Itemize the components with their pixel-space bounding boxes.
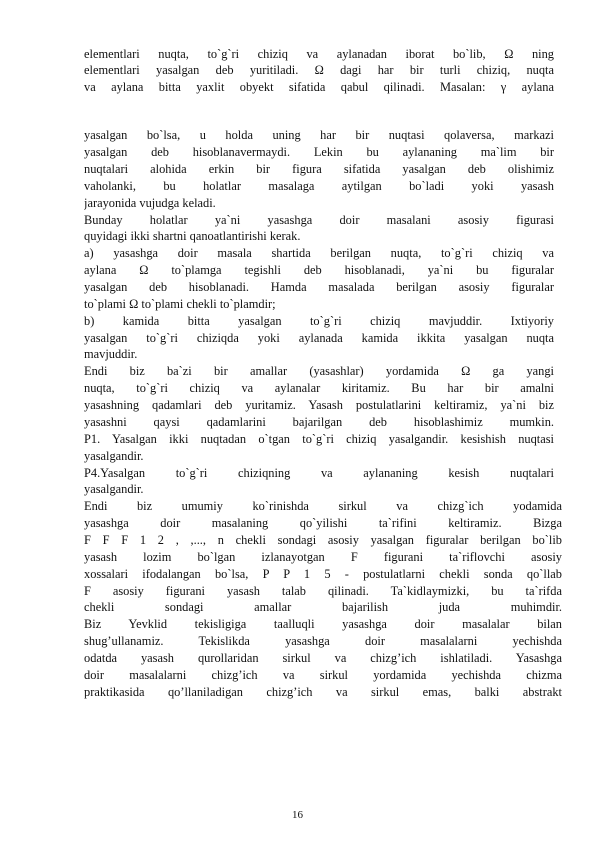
text-line: aylana Ω to`plamga tegishli deb hisoblanadi, ya`ni bu figuralar: [84, 263, 554, 277]
text-line: shug’ullanamiz. Tekislikda yasashga doir masalalarni yechishda: [84, 634, 562, 648]
text-line: yasashni qaysi qadamlarini bajarilgan deb hisoblashimiz mumkin.: [84, 415, 554, 429]
text-line: doir masalalarni chizg’ich va sirkul yordamida yechishda chizma: [84, 668, 562, 682]
text-line: yasalgan deb hisoblanadi. Hamda masalada berilgan asosiy figuralar: [84, 280, 554, 294]
text-line: yasalgandir.: [84, 482, 144, 496]
text-line: a) yasashga doir masala shartida berilgan nuqta, to`g`ri chiziq va: [84, 246, 554, 260]
text-line: odatda yasash qurollaridan sirkul va chizg’ich ishlatiladi. Yasashga: [84, 651, 562, 665]
text-line: yasashga doir masalaning qo`yilishi ta`rifini keltiramiz. Bizga: [84, 516, 562, 530]
text-line: mavjuddir.: [84, 347, 138, 361]
text-line: quyidagi ikki shartni qanoatlantirishi kerak.: [84, 229, 301, 243]
text-line: vaholanki, bu holatlar masalaga aytilgan bo`ladi yoki yasash: [84, 179, 554, 193]
text-line: to`plami Ω to`plami chekli to`plamdir;: [84, 297, 276, 311]
text-line: elementlari yasalgan deb yuritiladi. Ω dagi har bir turli chiziq, nuqta: [84, 63, 554, 77]
text-line: nuqta, to`g`ri chiziq va aylanalar kiritamiz. Bu har bir amalni: [84, 381, 554, 395]
text-line: b) kamida bitta yasalgan to`g`ri chiziq mavjuddir. Ixtiyoriy: [84, 314, 554, 328]
text-line: jarayonida vujudga keladi.: [84, 196, 216, 210]
text-line: yasash lozim bo`lgan izlanayotgan F figurani ta`riflovchi asosiy: [84, 550, 562, 564]
text-line: yasalgan bo`lsa, u holda uning har bir nuqtasi qolaversa, markazi: [84, 128, 554, 142]
text-line: Endi biz umumiy ko`rinishda sirkul va chizg`ich yodamida: [84, 499, 562, 513]
text-line: yasalgan to`g`ri chiziqda yoki aylanada kamida ikkita yasalgan nuqta: [84, 331, 554, 345]
text-line: Endi biz ba`zi bir amallar (yasashlar) yordamida Ω ga yangi: [84, 364, 554, 378]
text-line: F F F 1 2 , ,..., n chekli sondagi asosiy yasalgan figuralar berilgan bo`lib: [84, 533, 562, 547]
text-line: praktikasida qo’llaniladigan chizg’ich va sirkul emas, balki abstrakt: [84, 685, 562, 699]
text-line: P4.Yasalgan to`g`ri chiziqning va aylananing kesish nuqtalari: [84, 466, 554, 480]
text-line: nuqtalari alohida erkin bir figura sifatida yasalgan deb olishimiz: [84, 162, 554, 176]
text-line: yasalgan deb hisoblanavermaydi. Lekin bu aylananing ma`lim bir: [84, 145, 554, 159]
text-line: xossalari ifodalangan bo`lsa, P P 1 5 - postulatlarni chekli sonda qo`llab: [84, 567, 562, 581]
text-line: chekli sondagi amallar bajarilish juda muhimdir.: [84, 600, 562, 614]
text-line: yasalgandir.: [84, 449, 144, 463]
text-line: F asosiy figurani yasash talab qilinadi. Ta`kidlaymizki, bu ta`rifda: [84, 584, 562, 598]
text-line: va aylana bitta yaxlit obyekt sifatida qabul qilinadi. Masalan: γ aylana: [84, 80, 554, 94]
text-line: Bunday holatlar ya`ni yasashga doir masalani asosiy figurasi: [84, 213, 554, 227]
text-line: yasashning qadamlari deb yuritamiz. Yasash postulatlarini keltiramiz, ya`ni biz: [84, 398, 554, 412]
text-line: P1. Yasalgan ikki nuqtadan o`tgan to`g`ri chiziq yasalgandir. kesishish nuqtasi: [84, 432, 554, 446]
text-line: elementlari nuqta, to`g`ri chiziq va aylanadan iborat bo`lib, Ω ning: [84, 47, 554, 61]
text-line: Biz Yevklid tekisligiga taalluqli yasashga doir masalalar bilan: [84, 617, 562, 631]
page-number: 16: [292, 809, 303, 821]
